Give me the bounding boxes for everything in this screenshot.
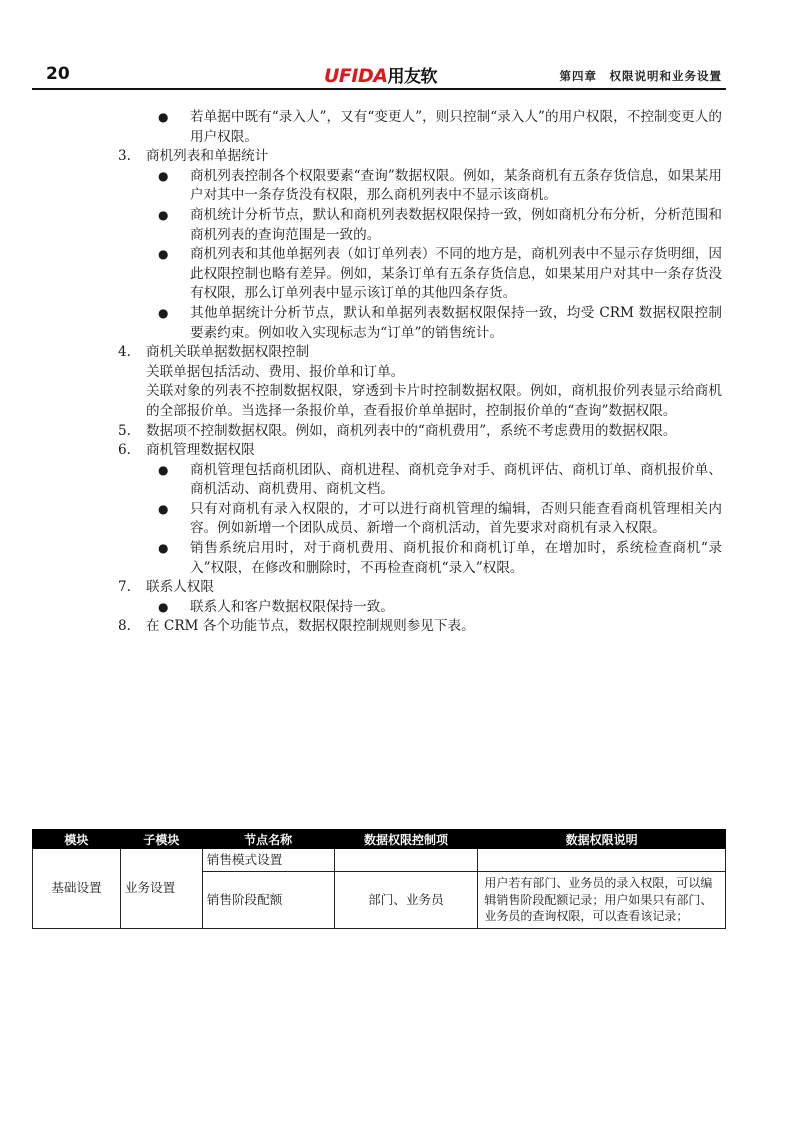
cell-node: 销售模式设置 (202, 849, 334, 872)
paragraph: 关联单据包括活动、费用、报价单和订单。 (146, 363, 405, 380)
section-6: 6. 商机管理数据权限 (118, 442, 255, 459)
section-4: 4. 商机关联单据数据权限控制 (118, 344, 310, 361)
permission-table (32, 829, 726, 929)
list-item: ● 商机统计分析节点，默认和商机列表数据权限保持一致，例如商机分布分析，分析范围和商机列表的查询范围是一致的。 (158, 206, 722, 243)
column-header: 子模块 (120, 830, 202, 849)
list-item: ● 若单据中既有“录入人”，又有“变更人”，则只控制“录入人”的用户权限，不控制变更人的用户权限。 (158, 109, 722, 145)
list-item: ● 联系人和客户数据权限保持一致。 (118, 598, 724, 618)
cell-note (478, 849, 726, 872)
table-row (33, 849, 726, 872)
cell-node: 销售阶段配额 (202, 872, 334, 929)
column-header: 模块 (33, 830, 121, 849)
table-header-row (33, 830, 726, 849)
column-header: 数据权限控制项 (334, 830, 478, 849)
list-item: ● 只有对商机有录入权限的，才可以进行商机管理的编辑，否则只能查看商机管理相关内容。例如新增一个团队成员、新增一个商机活动，首先要求对商机有录入权限。 (158, 500, 722, 537)
list-item: ● 销售系统启用时，对于商机费用、商机报价和商机订单，在增加时，系统检查商机“录入”权限，在修改和删除时，不再检查商机“录入”权限。 (158, 540, 722, 576)
bullet-icon: ● (158, 305, 169, 320)
header-divider (32, 88, 726, 90)
cell-control (334, 849, 478, 872)
column-header: 节点名称 (202, 830, 334, 849)
list-item: ● 商机列表控制各个权限要素“查询”数据权限。例如，某条商机有五条存货信息，如果某用户对其中一条存货没有权限，那么商机列表中不显示该商机。 (158, 167, 722, 204)
document-body (118, 108, 724, 637)
ufida-logo (324, 62, 437, 87)
section-7: 7. 联系人权限 (118, 579, 214, 596)
permission-table-container (32, 829, 726, 929)
bullet-icon: ● (158, 168, 169, 183)
page-number: 20 (46, 64, 70, 84)
logo-brand: UFIDA (324, 65, 388, 87)
list-item: ● 其他单据统计分析节点，默认和单据列表数据权限保持一致，均受 CRM 数据权限控制要素约束。例如收入实现标志为“订单”的销售统计。 (158, 304, 722, 341)
cell-note: 用户若有部门、业务员的录入权限，可以编辑销售阶段配额记录；用户如果只有部门、业务员的查询权限，可以查看该记录； (478, 872, 726, 929)
logo-chinese: 用友软 (387, 67, 437, 87)
column-header: 数据权限说明 (478, 830, 726, 849)
bullet-icon: ● (158, 462, 169, 477)
bullet-icon: ● (158, 501, 169, 516)
section-8: 8. 在 CRM 各个功能节点，数据权限控制规则参见下表。 (118, 618, 475, 635)
list-item: ● 商机管理包括商机团队、商机进程、商机竞争对手、商机评估、商机订单、商机报价单、商机活动、商机费用、商机文档。 (158, 461, 722, 498)
bullet-icon: ● (158, 110, 169, 124)
bullet-icon: ● (158, 541, 169, 556)
list-item: ● 商机列表和其他单据列表（如订单列表）不同的地方是，商机列表中不显示存货明细，因此权限控制也略有差异。例如，某条订单有五条存货信息，如果某用户对其中一条存货没有权限，那么订单列表中显示该订单的其他四条存货。 (158, 246, 722, 302)
chapter-title: 第四章 权限说明和业务设置 (559, 69, 722, 83)
paragraph: 关联对象的列表不控制数据权限，穿透到卡片时控制数据权限。例如，商机报价列表显示给商机的全部报价单。当选择一条报价单，查看报价单单据时，控制报价单的“查询”数据权限。 (146, 383, 722, 419)
section-3: 3. 商机列表和单据统计 (118, 148, 269, 165)
section-5: 5. 数据项不控制数据权限。例如，商机列表中的“商机费用”，系统不考虑费用的数据权限。 (118, 422, 677, 439)
bullet-icon: ● (158, 599, 169, 614)
cell-submodule: 业务设置 (120, 849, 202, 929)
bullet-icon: ● (158, 207, 169, 222)
cell-module: 基础设置 (33, 849, 121, 929)
bullet-icon: ● (158, 247, 169, 262)
page-header (32, 62, 724, 88)
cell-control: 部门、业务员 (334, 872, 478, 929)
